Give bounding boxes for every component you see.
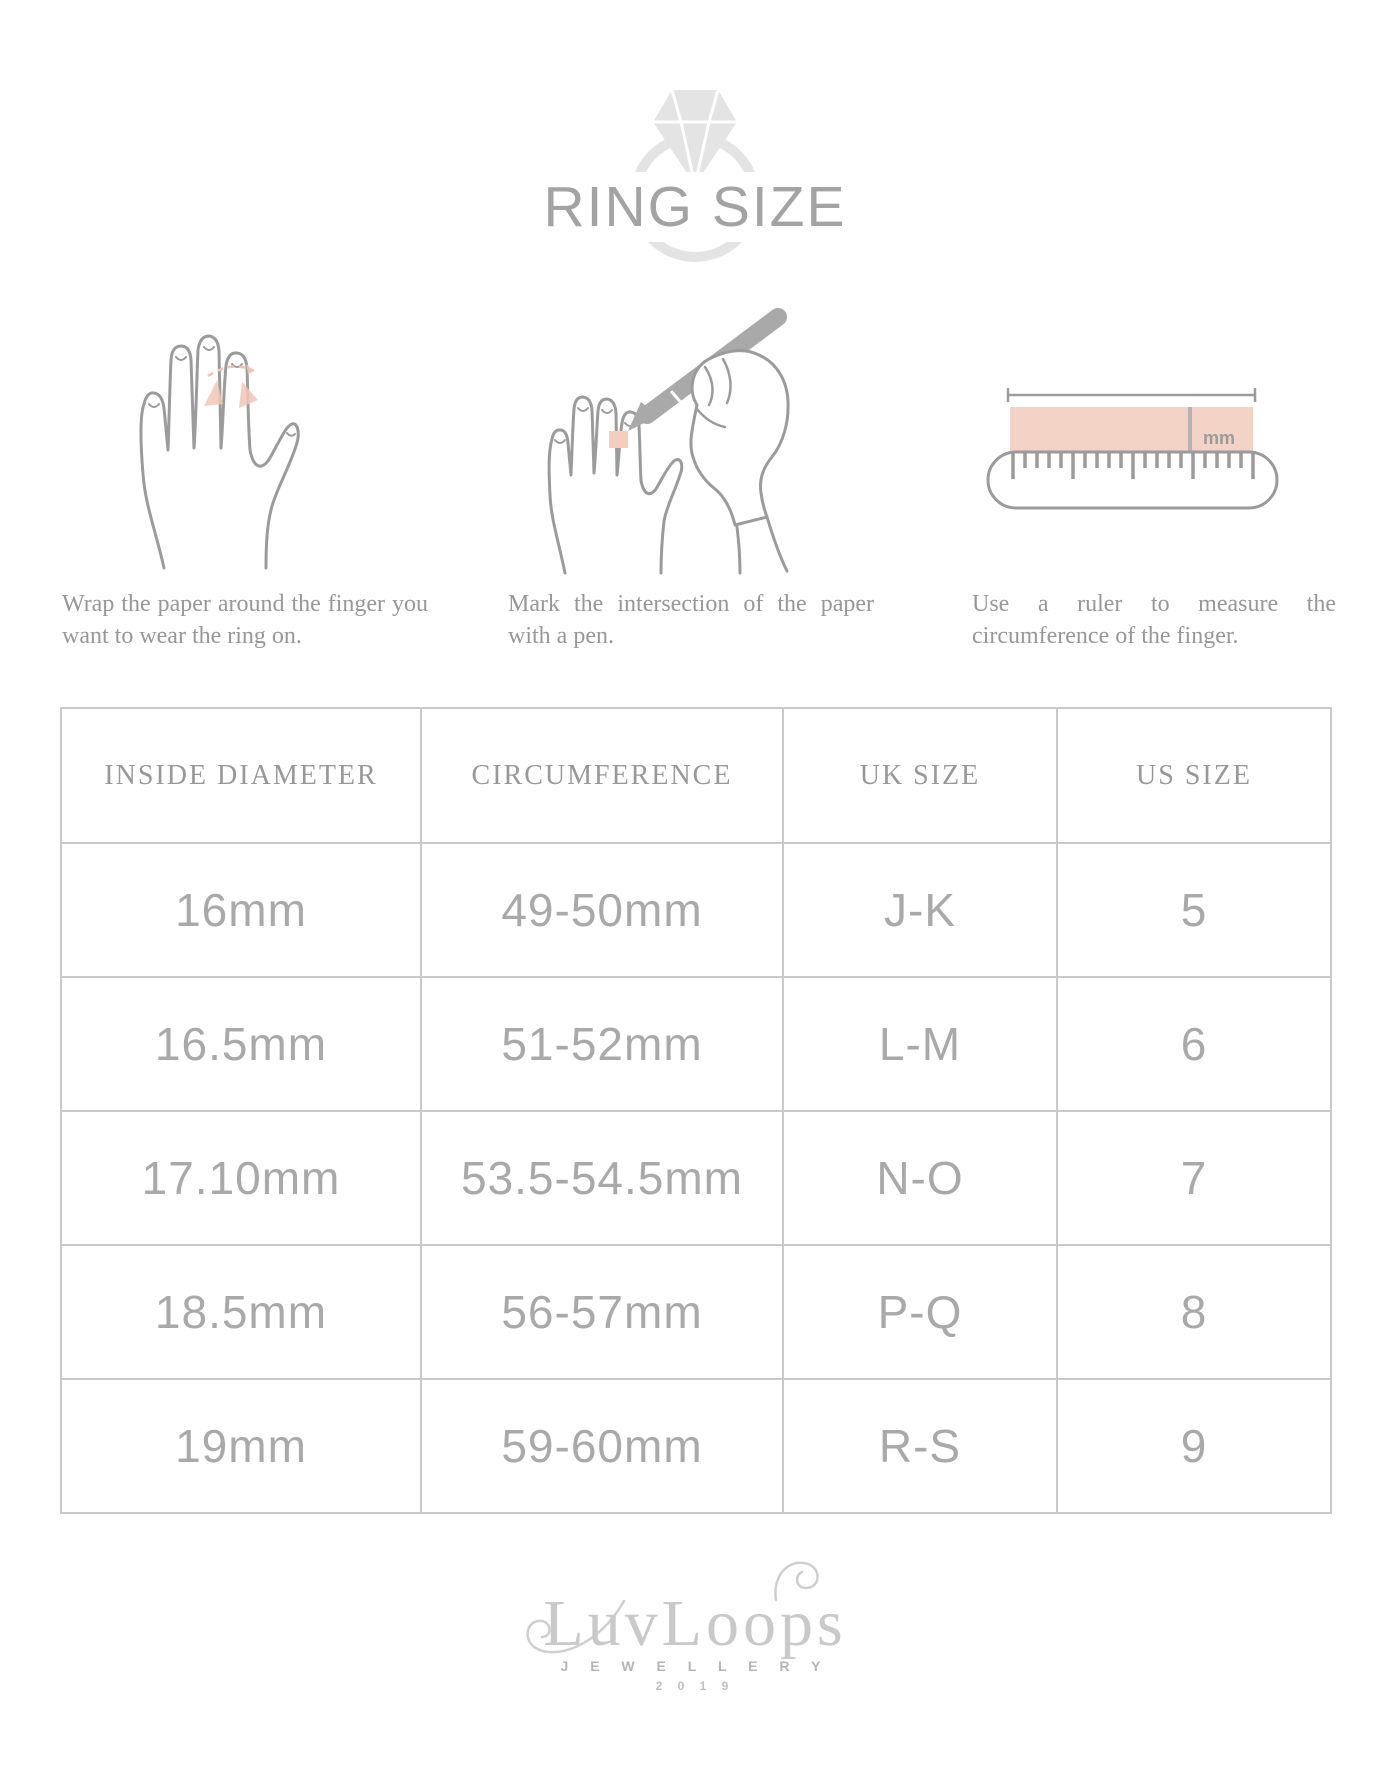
- header-circumference: CIRCUMFERENCE: [421, 708, 783, 843]
- step-1-caption: Wrap the paper around the finger you want to wear the ring on.: [62, 591, 428, 649]
- step-2-caption: Mark the intersection of the paper with a pen.: [508, 591, 874, 649]
- table-header-row: [61, 708, 1331, 843]
- cell-us-size: 5: [1057, 843, 1331, 977]
- pen-marking-illustration: [535, 305, 805, 575]
- hand-paper-wrap-illustration: [120, 300, 300, 570]
- cell-uk-size: L-M: [783, 977, 1057, 1111]
- cell-circumference: 49-50mm: [421, 843, 783, 977]
- ruler-illustration: [985, 385, 1280, 512]
- table-row: [61, 1379, 1331, 1513]
- cell-uk-size: R-S: [783, 1379, 1057, 1513]
- ring-size-table: [60, 707, 1332, 1514]
- cell-inside-diameter: 16.5mm: [61, 977, 421, 1111]
- table-row: [61, 843, 1331, 977]
- ruler-unit-label: mm: [1202, 428, 1236, 448]
- cell-circumference: 59-60mm: [421, 1379, 783, 1513]
- table-row: [61, 1111, 1331, 1245]
- cell-us-size: 9: [1057, 1379, 1331, 1513]
- cell-inside-diameter: 19mm: [61, 1379, 421, 1513]
- cell-inside-diameter: 16mm: [61, 843, 421, 977]
- cell-inside-diameter: 18.5mm: [61, 1245, 421, 1379]
- cell-circumference: 53.5-54.5mm: [421, 1111, 783, 1245]
- page-title: RING SIZE: [527, 172, 862, 242]
- step-3-caption: Use a ruler to measure the circumference of the finger.: [972, 591, 1336, 649]
- brand-year: 2 0 1 9: [655, 1679, 735, 1693]
- cell-us-size: 7: [1057, 1111, 1331, 1245]
- brand-name: LuvLoops: [543, 1587, 847, 1660]
- header-inside-diameter: INSIDE DIAMETER: [61, 708, 421, 843]
- table-row: [61, 1245, 1331, 1379]
- cell-us-size: 6: [1057, 977, 1331, 1111]
- table-row: [61, 977, 1331, 1111]
- cell-uk-size: N-O: [783, 1111, 1057, 1245]
- cell-inside-diameter: 17.10mm: [61, 1111, 421, 1245]
- cell-circumference: 51-52mm: [421, 977, 783, 1111]
- header-us-size: US SIZE: [1057, 708, 1331, 843]
- cell-circumference: 56-57mm: [421, 1245, 783, 1379]
- cell-us-size: 8: [1057, 1245, 1331, 1379]
- brand-tagline: J E W E L L E R Y: [560, 1658, 830, 1674]
- cell-uk-size: P-Q: [783, 1245, 1057, 1379]
- cell-uk-size: J-K: [783, 843, 1057, 977]
- header-uk-size: UK SIZE: [783, 708, 1057, 843]
